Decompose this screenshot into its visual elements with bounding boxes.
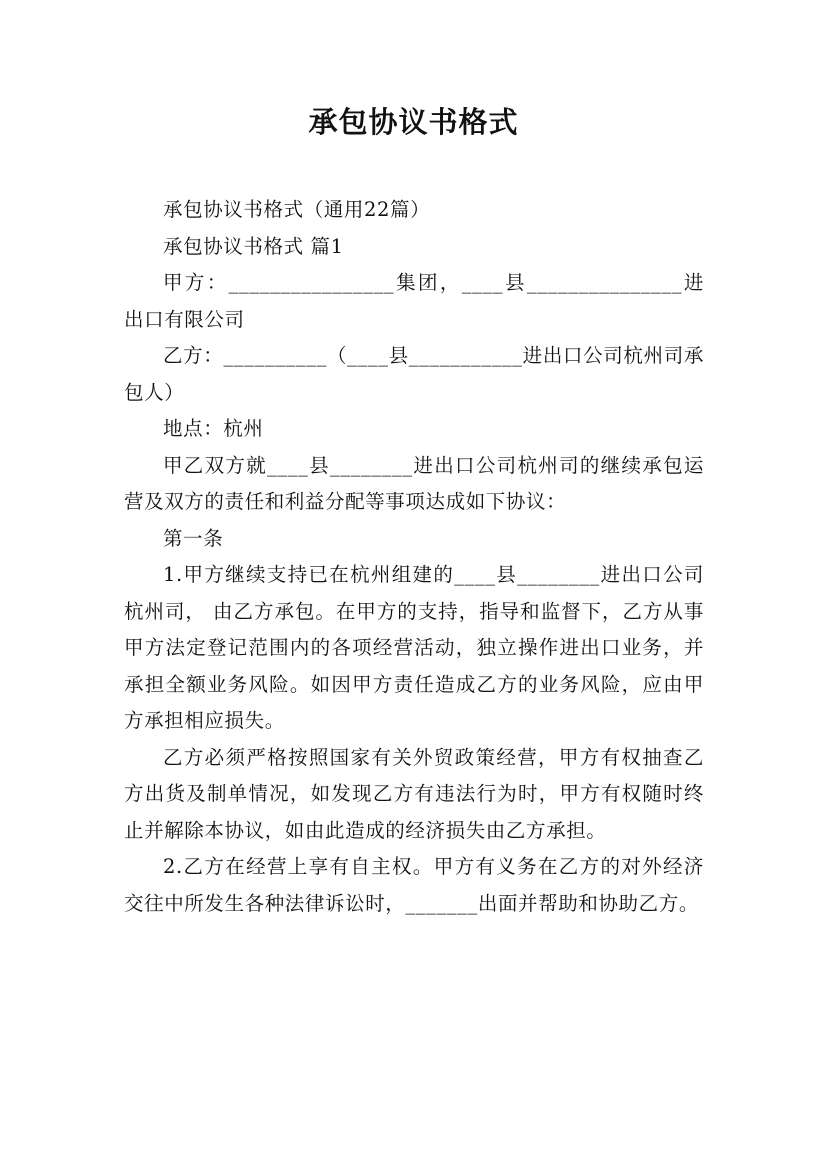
- paragraph-location: 地点：杭州: [163, 417, 264, 440]
- paragraph-clause-2: 2.乙方在经营上享有自主权。甲方有义务在乙方的对外经济交往中所发生各种法律诉讼时，_______出面并帮助和协助乙方。: [124, 855, 704, 915]
- paragraph-clause-1-compliance: 乙方必须严格按照国家有关外贸政策经营，甲方有权抽查乙方出货及制单情况，如发现乙方有违法行为时，甲方有权随时终止并解除本协议，如由此造成的经济损失由乙方承担。: [124, 745, 704, 842]
- paragraph-subtitle: 承包协议书格式（通用22篇）: [163, 198, 431, 221]
- paragraph-clause-1: 1.甲方继续支持已在杭州组建的____县________进出口公司杭州司， 由乙方承包。在甲方的支持，指导和监督下，乙方从事甲方法定登记范围内的各项经营活动，独立操作进出口业务，并承担全额业务风险。如因甲方责任造成乙方的业务风险，应由甲方承担相应损失。: [124, 563, 704, 732]
- document-body: [124, 192, 704, 922]
- document-title: 承包协议书格式: [308, 105, 519, 139]
- paragraph-article-one: 第一条: [163, 526, 224, 550]
- paragraph-party-a: 甲方：________________集团，____县_______________进出口有限公司: [124, 271, 704, 331]
- paragraph-party-b: 乙方：__________（____县___________进出口公司杭州司承包人）: [124, 344, 704, 404]
- paragraph-section-heading: 承包协议书格式 篇1: [163, 234, 344, 258]
- paragraph-intro: 甲乙双方就____县________进出口公司杭州司的继续承包运营及双方的责任和利益分配等事项达成如下协议：: [124, 453, 704, 513]
